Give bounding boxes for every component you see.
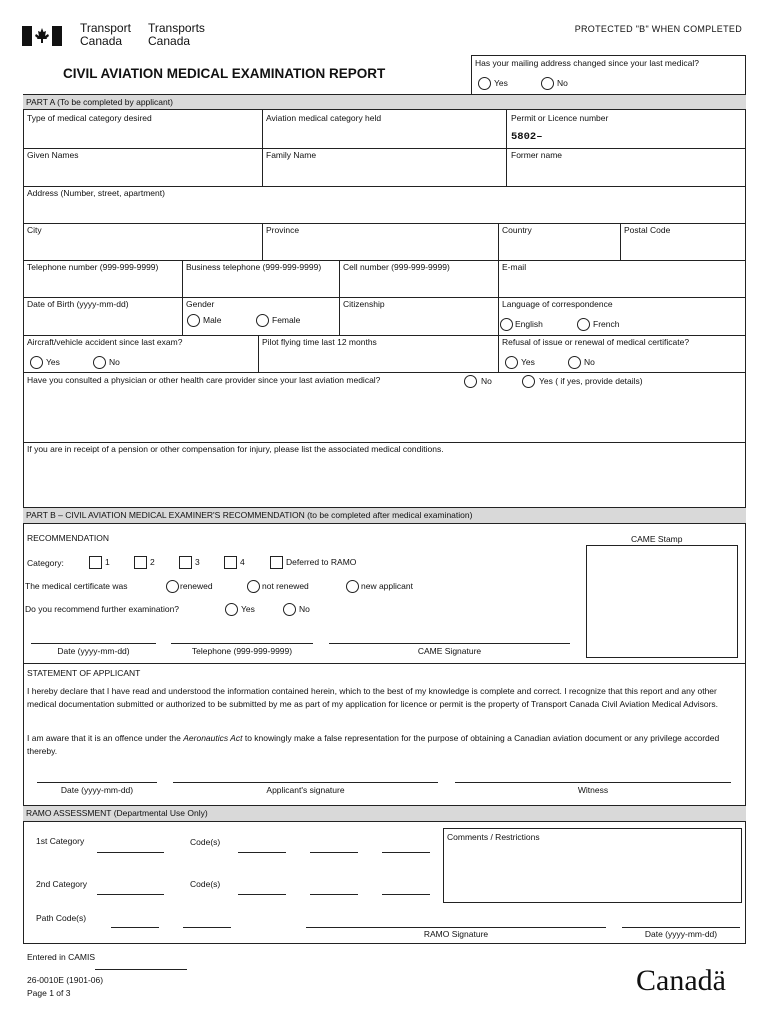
- cert-renewed-radio[interactable]: [166, 580, 179, 593]
- second-code-line-1[interactable]: [238, 894, 286, 895]
- comments-label: Comments / Restrictions: [447, 832, 540, 842]
- former-name-label: Former name: [511, 150, 563, 160]
- further-exam-yes-radio[interactable]: [225, 603, 238, 616]
- first-code-line-3[interactable]: [382, 852, 430, 853]
- gender-male-radio[interactable]: [187, 314, 200, 327]
- came-signature-label: CAME Signature: [417, 646, 482, 656]
- refusal-yes-radio[interactable]: [505, 356, 518, 369]
- path-code-line-2[interactable]: [183, 927, 231, 928]
- province-label: Province: [266, 225, 300, 235]
- citizenship-label: Citizenship: [343, 299, 385, 309]
- permit-label: Permit or Licence number: [511, 113, 609, 123]
- deferred-ramo-label: Deferred to RAMO: [286, 557, 357, 567]
- came-signature-line[interactable]: [329, 643, 570, 644]
- language-english-radio[interactable]: [500, 318, 513, 331]
- language-english-label: English: [515, 319, 543, 329]
- category-3-label: 3: [195, 557, 200, 567]
- pension-label: If you are in receipt of a pension or other compensation for injury, please list the associated medical conditions.: [27, 444, 444, 454]
- given-names-field[interactable]: [24, 161, 261, 185]
- page-number: Page 1 of 3: [27, 988, 71, 998]
- former-name-field[interactable]: [507, 161, 745, 185]
- part-b-heading: PART B – CIVIL AVIATION MEDICAL EXAMINER'S RECOMMENDATION (to be completed after medical examination): [23, 507, 746, 524]
- family-name-label: Family Name: [266, 150, 317, 160]
- gender-male-label: Male: [203, 315, 222, 325]
- consulted-details-field[interactable]: [24, 392, 745, 440]
- mailing-yes-label: Yes: [494, 78, 508, 88]
- second-code-line-2[interactable]: [310, 894, 358, 895]
- consulted-yes-label: Yes ( if yes, provide details): [539, 376, 643, 386]
- second-code-line-3[interactable]: [382, 894, 430, 895]
- path-codes-label: Path Code(s): [36, 913, 87, 923]
- accident-yes-radio[interactable]: [30, 356, 43, 369]
- dob-label: Date of Birth (yyyy-mm-dd): [27, 299, 129, 309]
- form-number: 26-0010E (1901-06): [27, 975, 104, 985]
- consulted-label: Have you consulted a physician or other health care provider since your last aviation medical?: [27, 375, 381, 385]
- came-telephone-line[interactable]: [171, 643, 313, 644]
- email-label: E-mail: [502, 262, 527, 272]
- further-exam-label: Do you recommend further examination?: [25, 604, 180, 614]
- gender-female-label: Female: [272, 315, 301, 325]
- language-french-label: French: [593, 319, 620, 329]
- first-category-label: 1st Category: [36, 836, 85, 846]
- consulted-yes-radio[interactable]: [522, 375, 535, 388]
- accident-no-radio[interactable]: [93, 356, 106, 369]
- statement-heading: STATEMENT OF APPLICANT: [27, 668, 141, 678]
- recommendation-heading: RECOMMENDATION: [27, 533, 110, 543]
- telephone-field[interactable]: [24, 273, 181, 296]
- statement-paragraph-1: I hereby declare that I have read and understood the information contained herein, which to the best of my knowledge is complete and correct. I recognize that this report and any other medical documentation submitted or authorized to be submitted by me as part of my application for licence or permit is the property of Transport Canada Civil Aviation Medical Advisors.: [27, 686, 719, 709]
- category-held-label: Aviation medical category held: [266, 113, 382, 123]
- family-name-field[interactable]: [263, 161, 505, 185]
- witness-line[interactable]: [455, 782, 731, 783]
- type-desired-field[interactable]: [24, 124, 261, 147]
- mailing-yes-radio[interactable]: [478, 77, 491, 90]
- second-category-label: 2nd Category: [36, 879, 88, 889]
- applicant-date-label: Date (yyyy-mm-dd): [60, 785, 134, 795]
- pension-field[interactable]: [24, 457, 745, 505]
- org-name-fr: Transports Canada: [148, 21, 205, 48]
- first-code-line-2[interactable]: [310, 852, 358, 853]
- country-label: Country: [502, 225, 532, 235]
- cert-not-renewed-radio[interactable]: [247, 580, 260, 593]
- cert-was-label: The medical certificate was: [25, 581, 128, 591]
- first-code-line-1[interactable]: [238, 852, 286, 853]
- category-4-checkbox[interactable]: [224, 556, 237, 569]
- language-french-radio[interactable]: [577, 318, 590, 331]
- citizenship-field[interactable]: [340, 310, 497, 334]
- postal-code-label: Postal Code: [624, 225, 671, 235]
- refusal-yes-label: Yes: [521, 357, 535, 367]
- address-label: Address (Number, street, apartment): [27, 188, 165, 198]
- came-telephone-label: Telephone (999-999-9999): [191, 646, 293, 656]
- mailing-no-radio[interactable]: [541, 77, 554, 90]
- came-stamp-label: CAME Stamp: [631, 534, 683, 544]
- pilot-time-label: Pilot flying time last 12 months: [262, 337, 377, 347]
- ramo-signature-label: RAMO Signature: [423, 929, 489, 939]
- mailing-no-label: No: [557, 78, 568, 88]
- dob-field[interactable]: [24, 310, 181, 334]
- city-label: City: [27, 225, 42, 235]
- witness-label: Witness: [577, 785, 609, 795]
- refusal-no-radio[interactable]: [568, 356, 581, 369]
- gender-label: Gender: [186, 299, 215, 309]
- business-tel-label: Business telephone (999-999-9999): [186, 262, 322, 272]
- second-codes-label: Code(s): [190, 879, 221, 889]
- ramo-date-line[interactable]: [622, 927, 740, 928]
- first-codes-label: Code(s): [190, 837, 221, 847]
- city-field[interactable]: [24, 236, 261, 259]
- category-4-label: 4: [240, 557, 245, 567]
- cert-new-applicant-radio[interactable]: [346, 580, 359, 593]
- telephone-label: Telephone number (999-999-9999): [27, 262, 159, 272]
- canada-flag-icon: [22, 26, 62, 46]
- came-date-line[interactable]: [31, 643, 156, 644]
- consulted-no-label: No: [481, 376, 492, 386]
- consulted-no-radio[interactable]: [464, 375, 477, 388]
- canada-wordmark: Canadä: [636, 964, 726, 997]
- statement-paragraph-2: I am aware that it is an offence under the Aeronautics Act to knowingly make a false representation for the purpose of obtaining a Canadian aviation document or any privilege accorded thereby.: [27, 733, 720, 756]
- path-code-line-1[interactable]: [111, 927, 159, 928]
- accident-no-label: No: [109, 357, 120, 367]
- refusal-no-label: No: [584, 357, 595, 367]
- entered-camis-line[interactable]: [95, 969, 187, 970]
- cell-field[interactable]: [340, 273, 497, 296]
- deferred-ramo-checkbox[interactable]: [270, 556, 283, 569]
- category-held-field[interactable]: [263, 124, 505, 147]
- applicant-signature-label: Applicant's signature: [266, 785, 345, 795]
- province-field[interactable]: [263, 236, 497, 259]
- gender-female-radio[interactable]: [256, 314, 269, 327]
- accident-yes-label: Yes: [46, 357, 60, 367]
- protected-notice: PROTECTED "B" WHEN COMPLETED: [574, 24, 742, 34]
- category-3-checkbox[interactable]: [179, 556, 192, 569]
- refusal-label: Refusal of issue or renewal of medical certificate?: [502, 337, 690, 347]
- applicant-signature-line[interactable]: [173, 782, 438, 783]
- part-a-heading: PART A (To be completed by applicant): [23, 94, 746, 110]
- cell-label: Cell number (999-999-9999): [343, 262, 450, 272]
- country-field[interactable]: [499, 236, 619, 259]
- category-2-label: 2: [150, 557, 155, 567]
- language-label: Language of correspondence: [502, 299, 613, 309]
- category-2-checkbox[interactable]: [134, 556, 147, 569]
- category-1-label: 1: [105, 557, 110, 567]
- ramo-heading: RAMO ASSESSMENT (Departmental Use Only): [23, 805, 746, 822]
- ramo-date-label: Date (yyyy-mm-dd): [644, 929, 718, 939]
- further-exam-yes-label: Yes: [241, 604, 255, 614]
- category-1-checkbox[interactable]: [89, 556, 102, 569]
- mailing-question: Has your mailing address changed since your last medical?: [475, 58, 699, 68]
- permit-field[interactable]: 5802–: [511, 131, 543, 143]
- business-tel-field[interactable]: [183, 273, 338, 296]
- category-label: Category:: [27, 558, 64, 568]
- email-field[interactable]: [499, 273, 745, 296]
- accident-label: Aircraft/vehicle accident since last exam?: [27, 337, 183, 347]
- further-exam-no-radio[interactable]: [283, 603, 296, 616]
- pilot-time-field[interactable]: [259, 348, 497, 371]
- cert-renewed-label: renewed: [180, 581, 213, 591]
- applicant-date-line[interactable]: [37, 782, 157, 783]
- second-category-line[interactable]: [97, 894, 164, 895]
- ramo-signature-line[interactable]: [306, 927, 606, 928]
- first-category-line[interactable]: [97, 852, 164, 853]
- cert-not-renewed-label: not renewed: [262, 581, 309, 591]
- org-name-en: Transport Canada: [80, 21, 131, 48]
- cert-new-applicant-label: new applicant: [361, 581, 413, 591]
- further-exam-no-label: No: [299, 604, 310, 614]
- given-names-label: Given Names: [27, 150, 79, 160]
- type-desired-label: Type of medical category desired: [27, 113, 152, 123]
- address-field[interactable]: [24, 199, 745, 222]
- page-title: CIVIL AVIATION MEDICAL EXAMINATION REPORT: [63, 66, 386, 81]
- came-stamp-box[interactable]: [586, 545, 738, 658]
- postal-code-field[interactable]: [621, 236, 745, 259]
- came-date-label: Date (yyyy-mm-dd): [57, 646, 130, 656]
- entered-camis-label: Entered in CAMIS: [27, 952, 96, 962]
